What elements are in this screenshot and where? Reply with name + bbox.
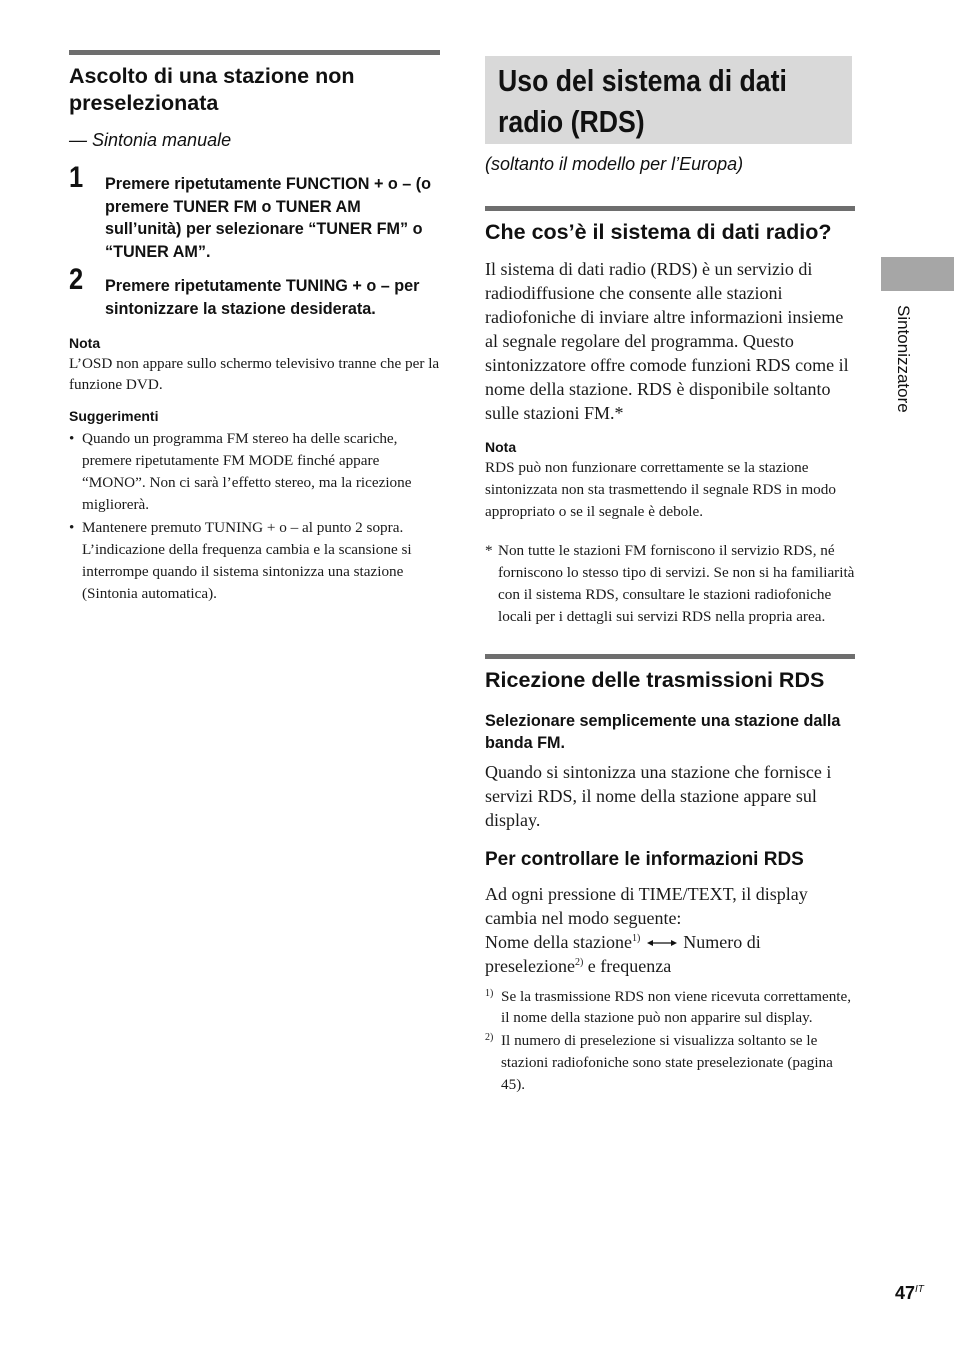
chapter-title-line-2: radio (RDS): [498, 104, 645, 139]
section-heading: Che cos’è il sistema di dati radio?: [485, 220, 832, 244]
chapter-tab-label: Sintonizzatore: [894, 305, 913, 413]
left-column: [69, 50, 441, 607]
model-note: (soltanto il modello per l’Europa): [485, 154, 744, 174]
step-1: [69, 161, 441, 263]
double-arrow-icon: [647, 938, 677, 948]
bold-intro: Selezionare semplicemente una stazione dalla banda FM.: [485, 711, 841, 752]
section-rule: [69, 50, 440, 55]
footnote: [485, 986, 855, 1030]
step-2: [69, 263, 441, 320]
body-text: Ad ogni pressione di TIME/TEXT, il display cambia nel modo seguente: Nome della stazione$^{1)}$ Numero di preselezione$^{2)}$ e frequenza: [485, 883, 808, 976]
footnote: [485, 540, 855, 627]
section-heading: Ricezione delle trasmissioni RDS: [485, 667, 825, 692]
section-rule: [485, 654, 855, 659]
step-text: Premere ripetutamente FUNCTION + o – (o premere TUNER FM o TUNER AM sull’unità) per selezionare “TUNER FM” o “TUNER AM”.: [105, 175, 432, 261]
section-what-is-rds: [485, 206, 855, 628]
footnote-text: Se la trasmissione RDS non viene ricevuta correttamente, il nome della stazione può non apparire sul display.: [501, 987, 852, 1027]
list-item: • Quando un programma FM stereo ha delle scariche, premere ripetutamente FM MODE finché appare “MONO”. Non ci sarà l’effetto stereo, ma la ricezione migliorerà.: [69, 430, 412, 513]
step-number: 2: [69, 263, 84, 297]
right-column: [485, 56, 855, 1097]
note-label: Nota: [485, 439, 517, 455]
page-suffix: IT: [915, 1284, 924, 1295]
subsection-heading: Per controllare le informazioni RDS: [485, 848, 804, 870]
footnote-list: [485, 986, 855, 1096]
footnote-text: Non tutte le stazioni FM forniscono il servizio RDS, né forniscono lo stesso tipo di servizi. Se non si ha familiarità con il sistema RDS, consultare le stazioni radiofoniche locali per i dettagli sui servizi RDS nella propria area.: [498, 542, 855, 625]
note-label: Nota: [69, 334, 101, 351]
tips-label: Suggerimenti: [69, 408, 159, 425]
footnote-mark: 1): [485, 987, 494, 999]
footnote: [485, 1030, 855, 1095]
footnote-mark: 2): [485, 1032, 494, 1044]
tips-list: [69, 428, 441, 604]
chapter-tab: [881, 257, 954, 291]
step-number: 1: [69, 161, 84, 194]
section-rds-reception: [485, 654, 855, 1096]
body-text: Il sistema di dati radio (RDS) è un servizio di radiodiffusione che consente alle stazioni radiofoniche di inviare altre informazioni insieme al segnale regolare del programma. Questo sintonizzatore offre comode funzioni RDS come il nome della stazione. RDS è disponibile soltanto sulle stazioni FM.*: [485, 259, 849, 423]
section-subheading: — Sintonia manuale: [69, 130, 232, 150]
footnote-text: Il numero di preselezione si visualizza soltanto se le stazioni radiofoniche sono state preselezionate (pagina 45).: [501, 1032, 833, 1093]
note-text: RDS può non funzionare correttamente se la stazione sintonizzata non sta trasmettendo il segnale RDS in modo appropriato o se il segnale è debole.: [485, 459, 836, 520]
note-text: L’OSD non appare sullo schermo televisivo tranne che per la funzione DVD.: [69, 354, 440, 394]
body-text: Quando si sintonizza una stazione che fornisce i servizi RDS, il nome della stazione appare sul display.: [485, 761, 832, 830]
list-item: • Mantenere premuto TUNING + o – al punto 2 sopra. L’indicazione della frequenza cambia e la scansione si interrompe quando il sistema sintonizza una stazione (Sintonia automatica).: [69, 519, 412, 602]
chapter-title-box: [485, 56, 852, 144]
footnote-mark: *: [485, 542, 493, 560]
chapter-title-line-1: Uso del sistema di dati: [498, 63, 787, 98]
page-number: $47^{IT}$: [895, 1283, 924, 1303]
section-rule: [485, 206, 855, 211]
section-heading: Ascolto di una stazione non preselezionata: [69, 64, 355, 115]
step-text: Premere ripetutamente TUNING + o – per sintonizzare la stazione desiderata.: [105, 277, 420, 318]
